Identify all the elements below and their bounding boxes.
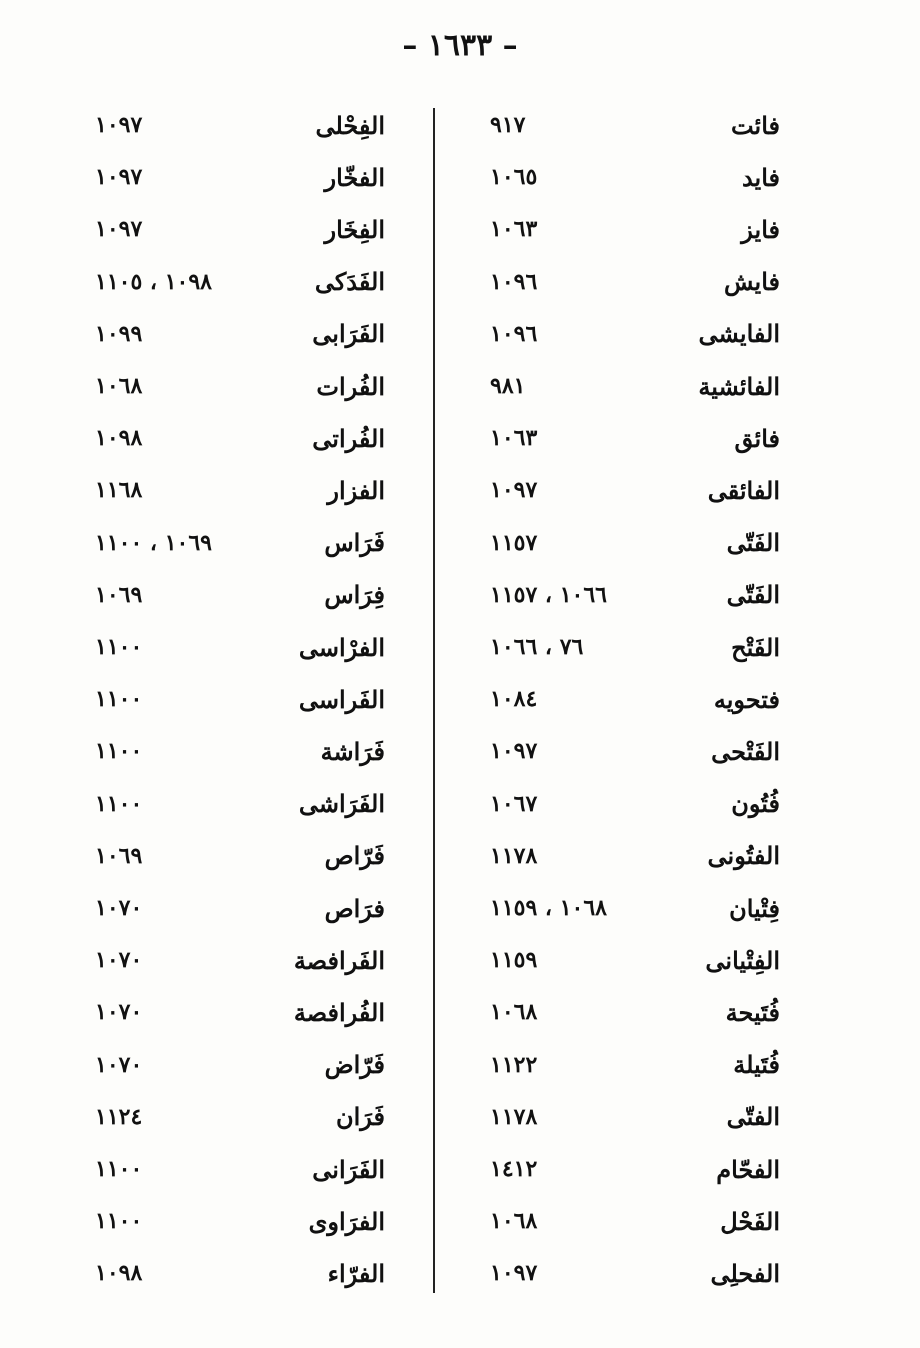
index-entry	[490, 572, 780, 618]
index-entry	[490, 206, 780, 252]
index-term: فُتُون	[731, 789, 780, 819]
index-term: الفتّى	[726, 1102, 780, 1132]
index-entry	[490, 1198, 780, 1244]
index-entry	[490, 467, 780, 513]
index-entry	[490, 676, 780, 722]
index-term: الفائقى	[707, 475, 780, 505]
page-number: – ١٦٣٣ –	[402, 28, 518, 63]
page-reference: ١٠٩٨	[95, 1260, 143, 1287]
index-entry	[95, 154, 385, 200]
page-reference: ١٠٩٧	[490, 477, 538, 504]
index-entry	[95, 206, 385, 252]
page-reference: ١٠٩٨	[95, 425, 143, 452]
index-term: فَرَاس	[324, 528, 385, 558]
page-reference: ١٠٩٧	[95, 216, 143, 243]
index-entry	[95, 624, 385, 670]
index-entry	[490, 363, 780, 409]
index-entry	[490, 520, 780, 566]
index-term: الفائشية	[698, 371, 780, 401]
index-term: الفَدَكى	[314, 267, 385, 297]
index-entry	[95, 467, 385, 513]
page-reference: ١١٠٠	[95, 790, 143, 817]
index-entry	[490, 154, 780, 200]
index-entry	[95, 781, 385, 827]
page-reference: ١١٥٧	[490, 529, 538, 556]
page-reference: ١٠٦٩ ، ١١٠٠	[95, 529, 212, 556]
page-reference: ١٠٩٧	[490, 1260, 538, 1287]
page-reference: ١٠٩٩	[95, 320, 143, 347]
index-term: الفايشى	[698, 319, 780, 349]
page-reference: ١٠٦٨	[490, 1208, 538, 1235]
page-reference: ١٠٦٨	[490, 999, 538, 1026]
index-term: الفرَاوى	[308, 1206, 385, 1236]
index-term: الفرْاسى	[298, 632, 385, 662]
index-term: الفَتّى	[726, 580, 780, 610]
column-divider	[433, 108, 435, 1293]
page-reference: ١٠٦٩	[95, 842, 143, 869]
index-entry	[95, 311, 385, 357]
index-term: الفُرات	[316, 371, 385, 401]
index-term: فِتْيان	[729, 893, 780, 923]
index-entry	[490, 259, 780, 305]
page-reference: ١٠٦٧	[490, 790, 538, 817]
index-term: فتحويه	[713, 684, 780, 714]
index-entry	[95, 1198, 385, 1244]
page-reference: ١٠٦٩	[95, 581, 143, 608]
page-reference: ١٠٩٧	[95, 112, 143, 138]
index-entry	[95, 1094, 385, 1140]
page-reference: ١٠٧٠	[95, 895, 143, 921]
index-term: الفَرافصة	[293, 945, 385, 975]
index-entry	[95, 572, 385, 618]
page-reference: ١٠٦٣	[490, 425, 538, 452]
index-term: فرَاص	[324, 893, 385, 923]
page-reference: ١٠٩٧	[95, 164, 143, 191]
page-reference: ١١٥٩	[490, 947, 538, 974]
index-entry	[95, 1250, 385, 1296]
index-entry	[95, 989, 385, 1035]
index-entry	[490, 1146, 780, 1192]
page-reference: ١٠٦٦ ، ١١٥٧	[490, 581, 607, 608]
index-term: الفُرافصة	[293, 997, 385, 1027]
page-reference: ١٠٧٠	[95, 947, 143, 974]
index-entry	[95, 415, 385, 461]
page-reference: ٩١٧	[490, 112, 526, 138]
page-reference: ١١٧٨	[490, 842, 538, 869]
index-entry	[95, 1146, 385, 1192]
index-entry	[95, 363, 385, 409]
index-entry	[95, 1042, 385, 1088]
page-reference: ٩٨١	[490, 373, 526, 399]
index-entry	[95, 259, 385, 305]
index-entry	[490, 624, 780, 670]
index-term: الفَحْل	[720, 1206, 780, 1236]
page-reference: ١١٠٠	[95, 1156, 143, 1182]
page-reference: ١٠٦٥	[490, 164, 538, 191]
index-term: الفَرَابى	[312, 319, 385, 349]
page-reference: ١٤١٢	[490, 1156, 538, 1182]
page-reference: ١١٧٨	[490, 1103, 538, 1130]
page-reference: ٧٦ ، ١٠٦٦	[490, 634, 584, 660]
index-term: فُتَيحة	[725, 997, 780, 1027]
index-entry	[95, 520, 385, 566]
page-reference: ١١٠٠	[95, 686, 143, 713]
index-term: فُتَيلة	[733, 1050, 780, 1080]
index-term: فايز	[741, 214, 780, 244]
index-entry	[490, 1094, 780, 1140]
index-term: الفَرَانى	[312, 1154, 385, 1184]
page-reference: ١١٢٢	[490, 1051, 538, 1078]
page-reference: ١١٦٨	[95, 477, 143, 504]
page-reference: ١٠٦٨	[95, 373, 143, 399]
index-term: الفِحْلى	[315, 110, 385, 140]
page-reference: ١١٠٠	[95, 738, 143, 765]
index-entry	[490, 728, 780, 774]
index-term: فائت	[730, 110, 780, 140]
index-term: الفحلِى	[710, 1258, 780, 1288]
index-term: الفحّام	[716, 1154, 780, 1184]
index-entry	[490, 415, 780, 461]
index-entry	[490, 1042, 780, 1088]
index-term: فائق	[734, 423, 780, 453]
page-reference: ١٠٩٦	[490, 320, 538, 347]
index-term: الفَتْحى	[711, 736, 780, 766]
page-reference: ١٠٨٤	[490, 686, 538, 713]
index-term: الفخّار	[324, 162, 385, 192]
index-entry	[95, 676, 385, 722]
index-entry	[490, 1250, 780, 1296]
index-term: فَرَاشة	[320, 736, 385, 766]
page-reference: ١٠٧٠	[95, 999, 143, 1026]
index-entry	[490, 781, 780, 827]
index-entry	[95, 728, 385, 774]
index-entry	[95, 102, 385, 148]
index-entry	[490, 102, 780, 148]
index-entry	[490, 937, 780, 983]
page-reference: ١١٢٤	[95, 1103, 143, 1130]
index-term: الفتُونى	[707, 841, 780, 871]
page-reference: ١١٠٠	[95, 1208, 143, 1235]
index-term: الفِخَار	[324, 214, 385, 244]
index-term: فَرَان	[335, 1102, 385, 1132]
index-entry	[95, 937, 385, 983]
index-term: الفِتْيانى	[705, 945, 780, 975]
index-term: الفَراسى	[298, 684, 385, 714]
index-term: الفُراتى	[312, 423, 385, 453]
index-term: الفزار	[327, 475, 385, 505]
index-term: الفَتْح	[731, 632, 780, 662]
index-term: الفَرَاشى	[298, 789, 385, 819]
page-reference: ١٠٦٨ ، ١١٥٩	[490, 895, 607, 921]
index-term: فَرّاض	[324, 1050, 385, 1080]
index-entry	[490, 833, 780, 879]
page-reference: ١١٠٠	[95, 634, 143, 660]
index-term: الفرّاء	[327, 1258, 385, 1288]
page-reference: ١٠٩٧	[490, 738, 538, 765]
page-reference: ١٠٧٠	[95, 1051, 143, 1078]
page-reference: ١٠٩٦	[490, 268, 538, 295]
index-term: فايد	[741, 162, 780, 192]
index-entry	[490, 885, 780, 931]
page-reference: ١٠٩٨ ، ١١٠٥	[95, 268, 212, 295]
index-entry	[490, 311, 780, 357]
index-term: الفَتّى	[726, 528, 780, 558]
index-entry	[490, 989, 780, 1035]
index-entry	[95, 833, 385, 879]
page-reference: ١٠٦٣	[490, 216, 538, 243]
index-term: فَرّاص	[324, 841, 385, 871]
index-term: فِرَاس	[324, 580, 385, 610]
index-term: فايش	[723, 267, 780, 297]
index-entry	[95, 885, 385, 931]
